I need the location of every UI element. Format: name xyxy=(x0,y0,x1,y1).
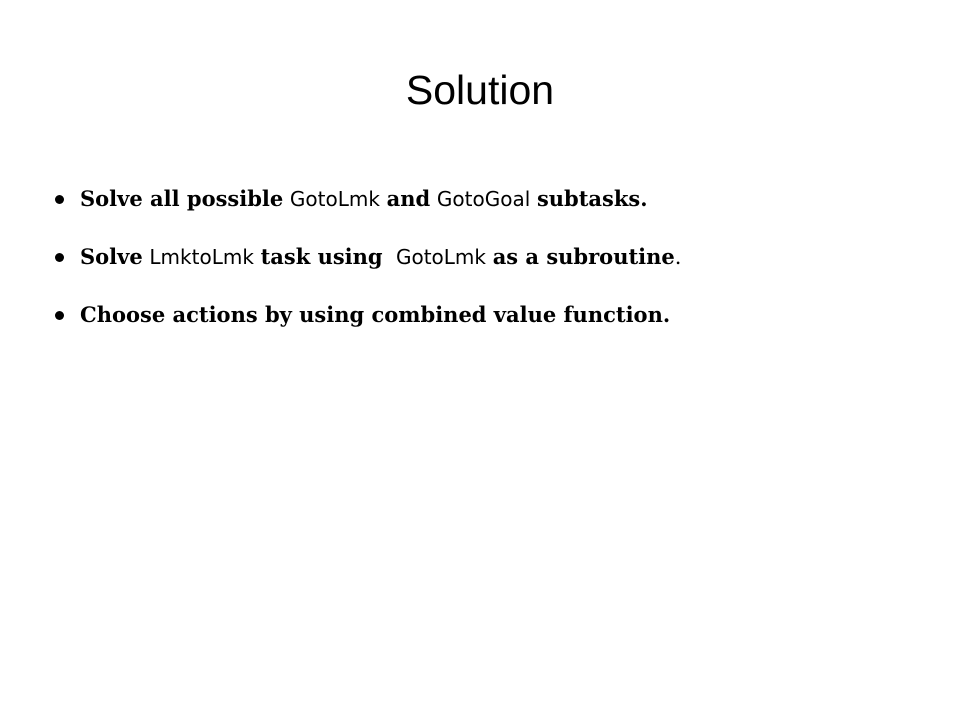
bullet-list xyxy=(52,180,912,354)
task-name: LmktoLmk xyxy=(149,245,254,269)
task-name: GotoLmk xyxy=(289,187,380,211)
bullet-text: and xyxy=(386,186,431,211)
bullet-text: as a subroutine xyxy=(492,244,675,269)
task-name: GotoGoal xyxy=(436,187,531,211)
slide-title: Solution xyxy=(405,67,555,113)
bullet-period: . xyxy=(674,245,682,269)
bullet-text: subtasks. xyxy=(536,186,648,211)
task-name: GotoLmk xyxy=(395,245,486,269)
bullet-dot-icon xyxy=(55,253,64,262)
bullet-dot-icon xyxy=(55,311,64,320)
bullet-item-2 xyxy=(52,238,912,296)
bullet-text: Choose actions by using combined value function. xyxy=(80,302,671,327)
bullet-text: Solve xyxy=(80,244,143,269)
bullet-dot-icon xyxy=(55,195,64,204)
bullet-text: task using xyxy=(260,244,383,269)
bullet-item-1 xyxy=(52,180,912,238)
bullet-item-3 xyxy=(52,296,912,354)
bullet-text: Solve all possible xyxy=(80,186,284,211)
